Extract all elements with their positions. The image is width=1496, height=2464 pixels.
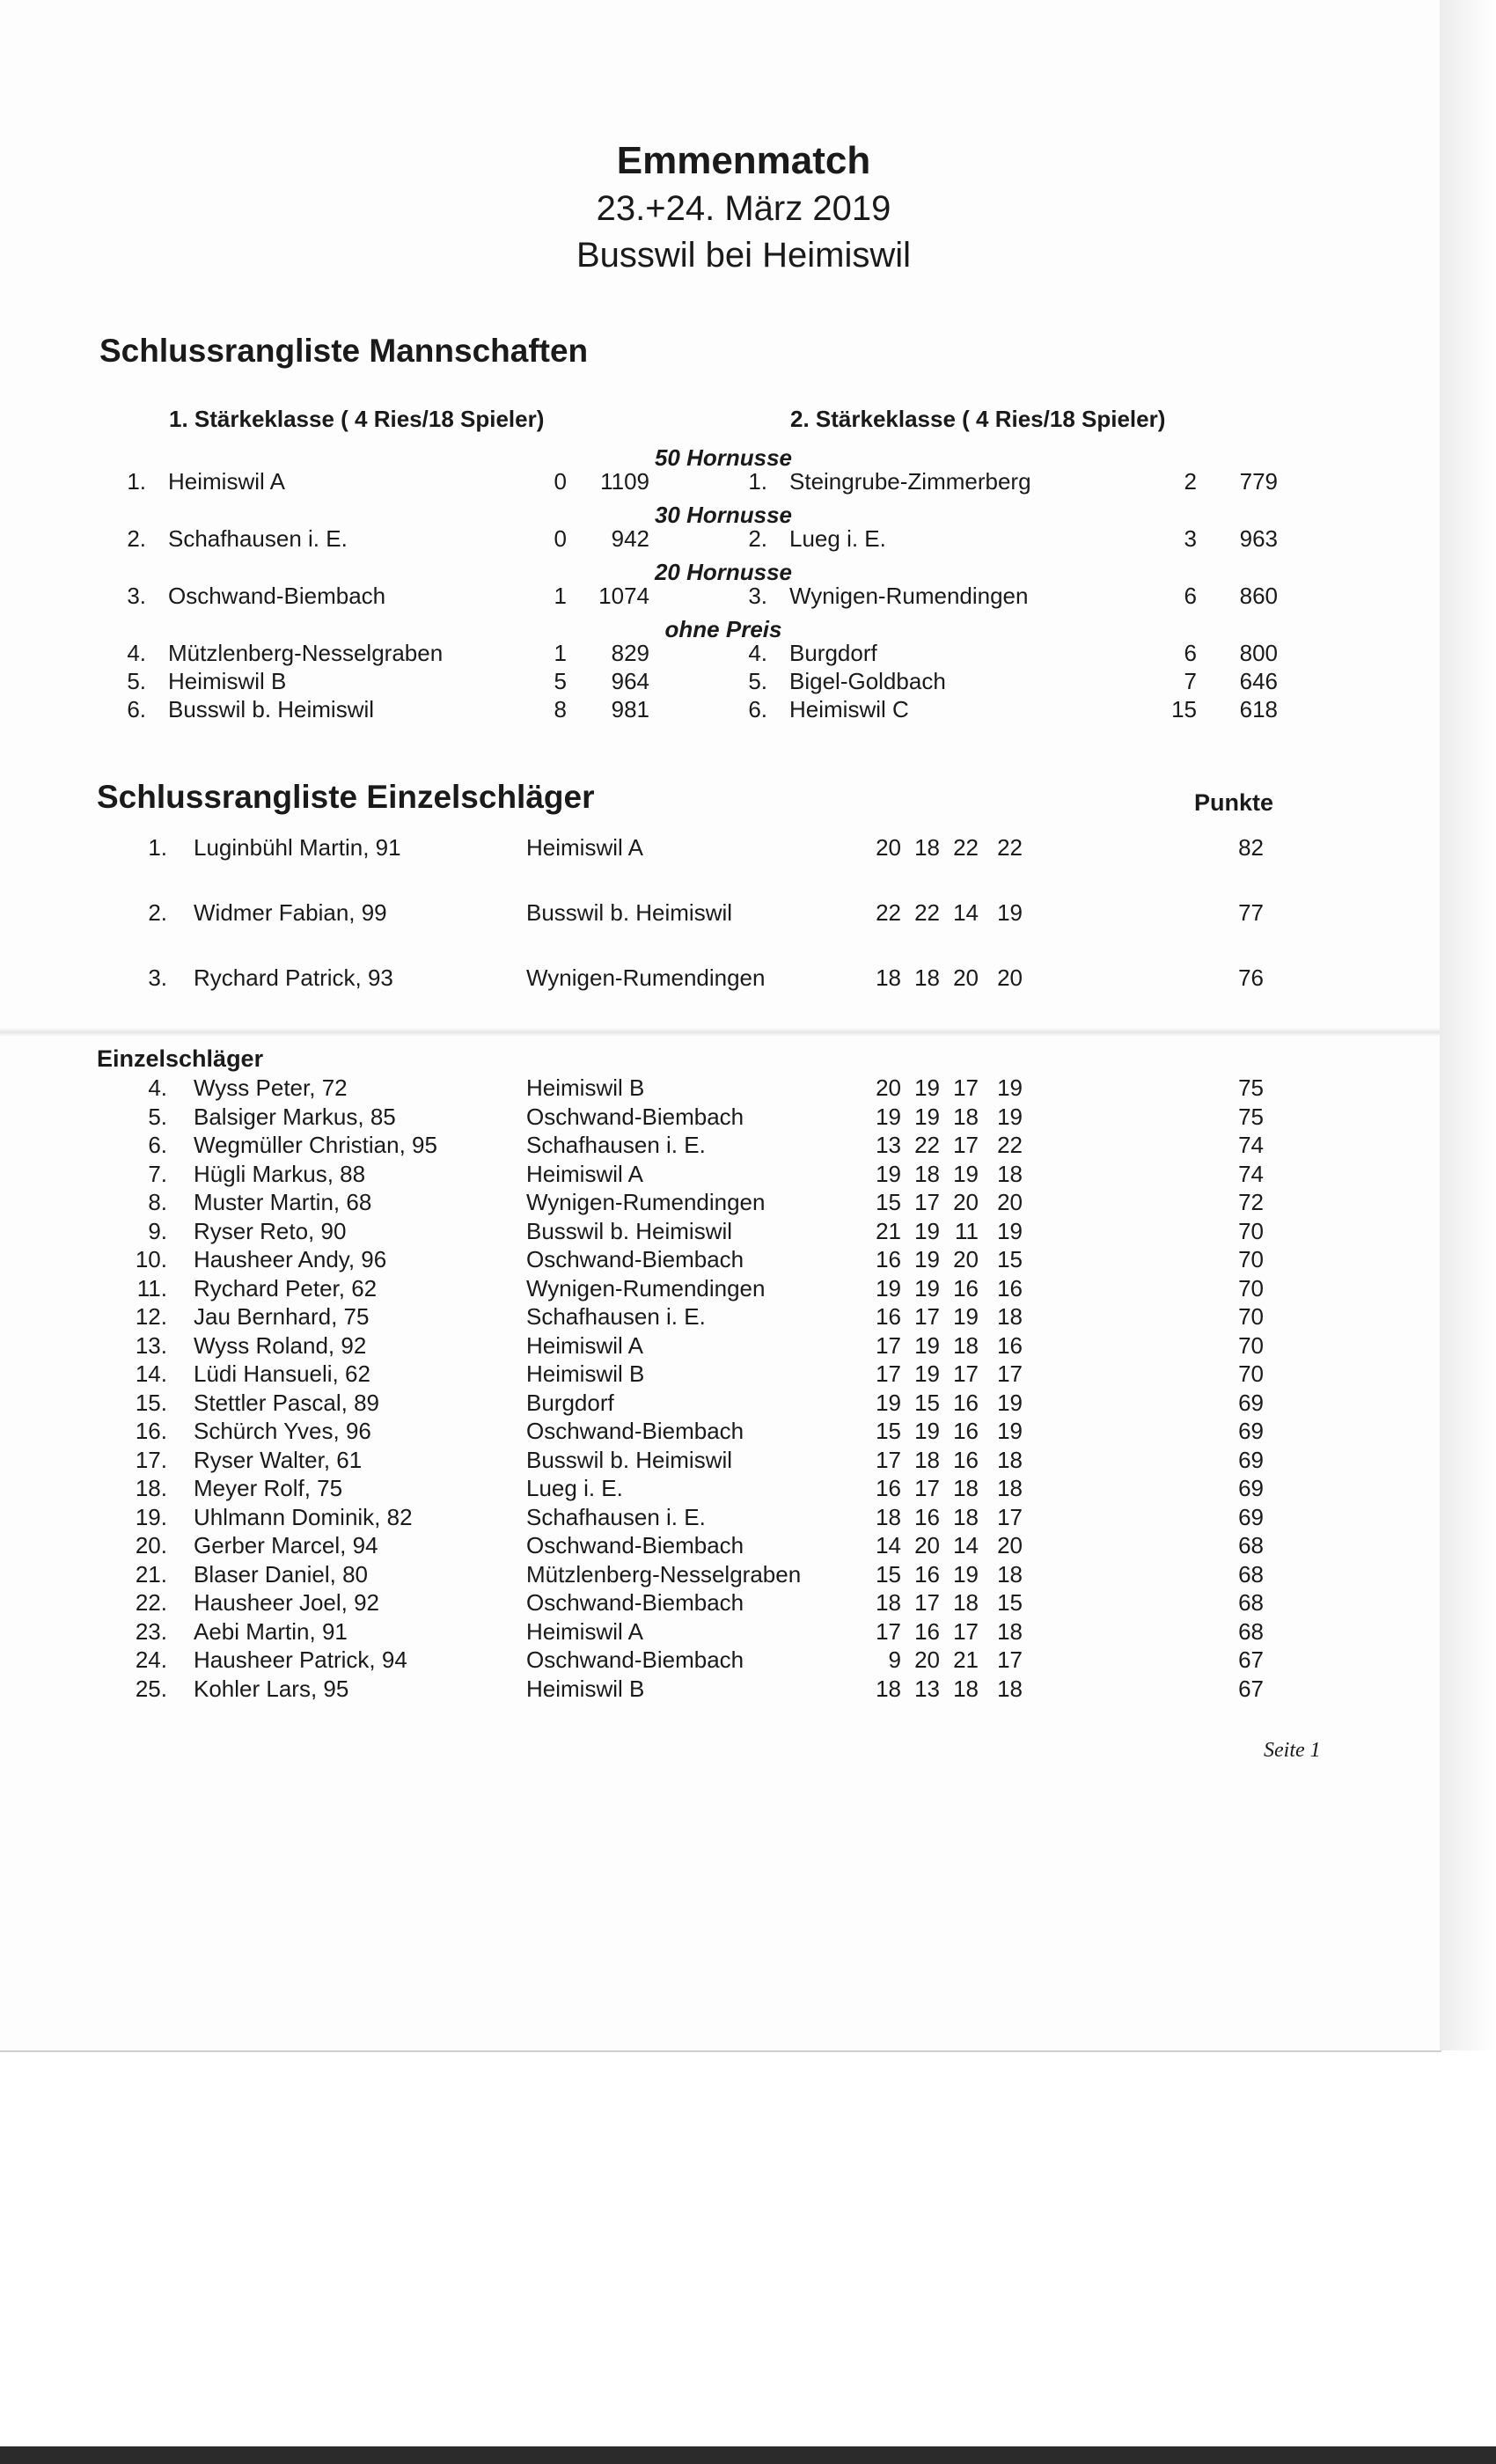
player-total: 70 — [1238, 1246, 1264, 1272]
player-team: Wynigen-Rumendingen — [526, 1274, 766, 1302]
player-total: 70 — [1238, 1217, 1264, 1244]
team-nr: 15 — [1171, 696, 1197, 722]
player-team: Heimiswil A — [526, 834, 643, 861]
player-team: Heimiswil B — [526, 1675, 645, 1702]
team-name: Schafhausen i. E. — [168, 525, 348, 552]
score-ries-1: 20 — [876, 834, 901, 861]
player-name: Luginbühl Martin, 91 — [194, 834, 401, 861]
score-ries-4: 19 — [997, 899, 1023, 926]
score-ries-3: 18 — [953, 1503, 979, 1530]
score-ries-4: 18 — [997, 1675, 1023, 1702]
points-column-header: Punkte — [1194, 789, 1274, 816]
score-ries-1: 15 — [876, 1189, 901, 1215]
player-name: Lüdi Hansueli, 62 — [194, 1360, 370, 1387]
score-ries-4: 15 — [997, 1589, 1023, 1616]
score-ries-2: 15 — [914, 1389, 940, 1416]
player-team: Oschwand-Biembach — [526, 1646, 744, 1673]
player-rank: 16. — [135, 1418, 167, 1444]
score-ries-1: 15 — [876, 1418, 901, 1444]
player-total: 72 — [1238, 1189, 1264, 1215]
player-total: 77 — [1238, 899, 1264, 926]
player-team: Heimiswil A — [526, 1331, 643, 1359]
score-ries-3: 20 — [953, 1189, 979, 1215]
player-rank: 19. — [135, 1503, 167, 1530]
prize-label: 30 Hornusse — [654, 502, 793, 528]
score-ries-4: 22 — [997, 834, 1023, 861]
individual-ranking-heading: Schlussrangliste Einzelschläger — [97, 779, 595, 815]
player-rank: 21. — [135, 1560, 167, 1588]
score-ries-2: 16 — [914, 1503, 940, 1530]
score-ries-1: 15 — [876, 1560, 901, 1588]
player-name: Hausheer Joel, 92 — [194, 1589, 380, 1616]
team-nr: 0 — [554, 525, 567, 552]
player-team: Oschwand-Biembach — [526, 1589, 744, 1616]
score-ries-4: 19 — [997, 1074, 1023, 1101]
team-nr: 6 — [1184, 583, 1197, 609]
score-ries-2: 22 — [914, 899, 940, 926]
team-name: Burgdorf — [789, 640, 877, 666]
team-points: 829 — [611, 640, 649, 666]
player-name: Rychard Patrick, 93 — [194, 964, 393, 991]
player-total: 75 — [1238, 1074, 1264, 1101]
player-team: Wynigen-Rumendingen — [526, 1189, 766, 1215]
score-ries-3: 21 — [953, 1646, 979, 1673]
team-rank: 2. — [127, 525, 146, 552]
team-points: 618 — [1239, 696, 1278, 722]
score-ries-1: 16 — [876, 1475, 901, 1501]
score-ries-4: 20 — [997, 964, 1023, 991]
score-ries-1: 19 — [876, 1274, 901, 1302]
individual-list-heading: Einzelschläger — [97, 1045, 264, 1072]
player-name: Hügli Markus, 88 — [194, 1160, 366, 1187]
player-total: 75 — [1238, 1103, 1264, 1130]
scan-border — [0, 2446, 1496, 2464]
team-name: Oschwand-Biembach — [168, 583, 386, 609]
score-ries-2: 20 — [914, 1532, 940, 1558]
team-rank: 4. — [127, 640, 146, 666]
player-team: Oschwand-Biembach — [526, 1532, 744, 1558]
team-rank: 3. — [127, 583, 146, 609]
team-rank: 6. — [748, 696, 767, 722]
player-total: 69 — [1238, 1475, 1264, 1501]
team-points: 800 — [1239, 640, 1278, 666]
player-name: Hausheer Patrick, 94 — [194, 1646, 407, 1673]
score-ries-3: 16 — [953, 1274, 979, 1302]
player-team: Schafhausen i. E. — [526, 1503, 706, 1530]
player-team: Schafhausen i. E. — [526, 1132, 706, 1158]
team-nr: 7 — [1184, 668, 1197, 694]
player-name: Muster Martin, 68 — [194, 1189, 372, 1215]
score-ries-1: 18 — [876, 964, 901, 991]
prize-label: ohne Preis — [664, 616, 782, 642]
player-total: 69 — [1238, 1418, 1264, 1444]
team-name: Mützlenberg-Nesselgraben — [168, 640, 444, 666]
player-name: Hausheer Andy, 96 — [194, 1246, 387, 1272]
player-total: 69 — [1238, 1503, 1264, 1530]
player-total: 69 — [1238, 1446, 1264, 1473]
player-total: 74 — [1238, 1160, 1264, 1187]
team-nr: 3 — [1184, 525, 1197, 552]
score-ries-4: 18 — [997, 1446, 1023, 1473]
score-ries-2: 19 — [914, 1074, 940, 1101]
team-nr: 8 — [554, 696, 567, 722]
score-ries-3: 14 — [953, 1532, 979, 1558]
team-points: 964 — [611, 668, 649, 694]
team-points: 1109 — [600, 468, 649, 495]
score-ries-4: 16 — [997, 1331, 1023, 1359]
score-ries-2: 19 — [914, 1418, 940, 1444]
player-total: 74 — [1238, 1132, 1264, 1158]
score-ries-3: 14 — [953, 899, 979, 926]
player-rank: 24. — [135, 1646, 167, 1673]
team-name: Bigel-Goldbach — [789, 668, 946, 694]
player-total: 69 — [1238, 1389, 1264, 1416]
player-team: Oschwand-Biembach — [526, 1103, 744, 1130]
player-team: Heimiswil A — [526, 1617, 643, 1645]
team-rank: 6. — [127, 696, 146, 722]
player-name: Aebi Martin, 91 — [194, 1617, 348, 1645]
player-team: Heimiswil B — [526, 1360, 645, 1387]
team-points: 646 — [1239, 668, 1278, 694]
player-total: 67 — [1238, 1646, 1264, 1673]
score-ries-3: 17 — [953, 1074, 979, 1101]
score-ries-1: 17 — [876, 1331, 901, 1359]
score-ries-1: 22 — [876, 899, 901, 926]
player-team: Lueg i. E. — [526, 1475, 623, 1501]
team-rank: 1. — [127, 468, 146, 495]
score-ries-3: 17 — [953, 1360, 979, 1387]
player-team: Wynigen-Rumendingen — [526, 964, 766, 991]
player-total: 67 — [1238, 1675, 1264, 1702]
player-rank: 25. — [135, 1675, 167, 1702]
score-ries-2: 13 — [914, 1675, 940, 1702]
team-points: 779 — [1239, 468, 1278, 495]
team-rank: 5. — [127, 668, 146, 694]
team-nr: 1 — [554, 583, 567, 609]
score-ries-2: 20 — [914, 1646, 940, 1673]
player-rank: 10. — [135, 1246, 167, 1272]
score-ries-3: 20 — [953, 1246, 979, 1272]
team-points: 1074 — [598, 583, 649, 609]
team-name: Lueg i. E. — [789, 525, 886, 552]
player-team: Oschwand-Biembach — [526, 1246, 744, 1272]
score-ries-1: 17 — [876, 1360, 901, 1387]
player-total: 70 — [1238, 1303, 1264, 1330]
player-team: Busswil b. Heimiswil — [526, 899, 733, 926]
score-ries-4: 17 — [997, 1503, 1023, 1530]
team-name: Steingrube-Zimmerberg — [789, 468, 1031, 495]
player-team: Mützlenberg-Nesselgraben — [526, 1560, 802, 1588]
score-ries-4: 18 — [997, 1475, 1023, 1501]
player-name: Stettler Pascal, 89 — [194, 1389, 379, 1416]
player-rank: 14. — [135, 1360, 167, 1387]
player-total: 70 — [1238, 1331, 1264, 1359]
score-ries-1: 9 — [888, 1646, 901, 1673]
score-ries-2: 17 — [914, 1589, 940, 1616]
player-name: Wyss Roland, 92 — [194, 1331, 367, 1359]
score-ries-2: 17 — [914, 1303, 940, 1330]
score-ries-3: 11 — [955, 1217, 979, 1244]
player-rank: 18. — [135, 1475, 167, 1501]
team-nr: 6 — [1184, 640, 1197, 666]
score-ries-1: 16 — [876, 1246, 901, 1272]
score-ries-2: 22 — [914, 1132, 940, 1158]
score-ries-4: 18 — [997, 1160, 1023, 1187]
player-name: Ryser Walter, 61 — [194, 1446, 363, 1473]
player-rank: 4. — [148, 1074, 167, 1101]
score-ries-1: 18 — [876, 1589, 901, 1616]
player-rank: 15. — [135, 1389, 167, 1416]
player-rank: 5. — [148, 1103, 167, 1130]
player-total: 68 — [1238, 1560, 1264, 1588]
score-ries-2: 19 — [914, 1246, 940, 1272]
player-name: Meyer Rolf, 75 — [194, 1475, 343, 1501]
team-name: Heimiswil A — [168, 468, 285, 495]
score-ries-3: 18 — [953, 1475, 979, 1501]
score-ries-1: 13 — [876, 1132, 901, 1158]
player-name: Widmer Fabian, 99 — [194, 899, 387, 926]
score-ries-4: 18 — [997, 1617, 1023, 1645]
team-name: Wynigen-Rumendingen — [789, 583, 1029, 609]
event-date: 23.+24. März 2019 — [596, 189, 891, 228]
team-rank: 3. — [748, 583, 767, 609]
score-ries-4: 19 — [997, 1217, 1023, 1244]
score-ries-3: 18 — [953, 1103, 979, 1130]
player-team: Schafhausen i. E. — [526, 1303, 706, 1330]
score-ries-2: 17 — [914, 1475, 940, 1501]
player-team: Oschwand-Biembach — [526, 1418, 744, 1444]
team-ranking-heading: Schlussrangliste Mannschaften — [99, 333, 589, 369]
player-rank: 11. — [136, 1274, 167, 1302]
team-rank: 4. — [748, 640, 767, 666]
team-rank: 5. — [748, 668, 767, 694]
score-ries-1: 14 — [876, 1532, 901, 1558]
score-ries-4: 17 — [997, 1646, 1023, 1673]
player-total: 68 — [1238, 1532, 1264, 1558]
player-name: Wegmüller Christian, 95 — [194, 1132, 437, 1158]
player-name: Wyss Peter, 72 — [194, 1074, 348, 1101]
player-total: 68 — [1238, 1589, 1264, 1616]
player-total: 70 — [1238, 1274, 1264, 1302]
player-rank: 1. — [148, 834, 167, 861]
score-ries-4: 15 — [997, 1246, 1023, 1272]
score-ries-3: 19 — [953, 1560, 979, 1588]
player-rank: 9. — [148, 1217, 167, 1244]
player-rank: 6. — [148, 1132, 167, 1158]
score-ries-3: 20 — [953, 964, 979, 991]
player-name: Uhlmann Dominik, 82 — [194, 1503, 413, 1530]
player-name: Schürch Yves, 96 — [194, 1418, 371, 1444]
score-ries-1: 20 — [876, 1074, 901, 1101]
player-name: Jau Bernhard, 75 — [194, 1303, 370, 1330]
team-rank: 1. — [748, 468, 767, 495]
score-ries-3: 22 — [953, 834, 979, 861]
event-location: Busswil bei Heimiswil — [576, 236, 912, 275]
score-ries-4: 19 — [997, 1389, 1023, 1416]
paper-fold — [0, 1028, 1440, 1037]
player-rank: 20. — [135, 1532, 167, 1558]
team-rank: 2. — [748, 525, 767, 552]
score-ries-3: 19 — [953, 1160, 979, 1187]
team-points: 981 — [611, 696, 649, 722]
score-ries-2: 19 — [914, 1217, 940, 1244]
score-ries-3: 18 — [953, 1331, 979, 1359]
page-number: Seite 1 — [1264, 1739, 1321, 1762]
player-name: Blaser Daniel, 80 — [194, 1560, 368, 1588]
class2-header: 2. Stärkeklasse ( 4 Ries/18 Spieler) — [790, 406, 1166, 432]
score-ries-1: 19 — [876, 1389, 901, 1416]
score-ries-2: 19 — [914, 1360, 940, 1387]
player-total: 82 — [1238, 834, 1264, 861]
score-ries-3: 19 — [953, 1303, 979, 1330]
score-ries-2: 16 — [914, 1560, 940, 1588]
player-team: Heimiswil A — [526, 1160, 643, 1187]
prize-label: 50 Hornusse — [654, 444, 793, 471]
score-ries-2: 19 — [914, 1331, 940, 1359]
score-ries-4: 22 — [997, 1132, 1023, 1158]
team-name: Heimiswil C — [789, 696, 909, 722]
score-ries-1: 17 — [876, 1617, 901, 1645]
team-points: 942 — [611, 525, 649, 552]
player-rank: 3. — [148, 964, 167, 991]
player-total: 68 — [1238, 1617, 1264, 1645]
score-ries-3: 16 — [953, 1389, 979, 1416]
player-total: 70 — [1238, 1360, 1264, 1387]
score-ries-2: 18 — [914, 1446, 940, 1473]
score-ries-4: 20 — [997, 1532, 1023, 1558]
score-ries-1: 18 — [876, 1503, 901, 1530]
class1-header: 1. Stärkeklasse ( 4 Ries/18 Spieler) — [169, 406, 545, 432]
prize-label: 20 Hornusse — [654, 559, 793, 585]
team-nr: 1 — [554, 640, 567, 666]
score-ries-1: 21 — [876, 1217, 901, 1244]
player-team: Heimiswil B — [526, 1074, 645, 1101]
player-rank: 17. — [135, 1446, 167, 1473]
score-ries-2: 18 — [914, 1160, 940, 1187]
score-ries-4: 20 — [997, 1189, 1023, 1215]
score-ries-1: 18 — [876, 1675, 901, 1702]
team-points: 860 — [1239, 583, 1278, 609]
score-ries-3: 16 — [953, 1418, 979, 1444]
player-rank: 22. — [135, 1589, 167, 1616]
player-rank: 13. — [135, 1331, 167, 1359]
score-ries-2: 16 — [914, 1617, 940, 1645]
player-team: Busswil b. Heimiswil — [526, 1217, 733, 1244]
score-ries-2: 17 — [914, 1189, 940, 1215]
score-ries-2: 18 — [914, 964, 940, 991]
team-points: 963 — [1239, 525, 1278, 552]
score-ries-3: 16 — [953, 1446, 979, 1473]
score-ries-4: 16 — [997, 1274, 1023, 1302]
score-ries-3: 17 — [953, 1617, 979, 1645]
score-ries-3: 18 — [953, 1589, 979, 1616]
score-ries-2: 19 — [914, 1274, 940, 1302]
score-ries-2: 19 — [914, 1103, 940, 1130]
scan-edge — [1440, 0, 1496, 2050]
score-ries-1: 16 — [876, 1303, 901, 1330]
team-nr: 5 — [554, 668, 567, 694]
player-rank: 23. — [135, 1617, 167, 1645]
score-ries-2: 18 — [914, 834, 940, 861]
score-ries-1: 19 — [876, 1160, 901, 1187]
player-team: Burgdorf — [526, 1389, 614, 1416]
player-team: Busswil b. Heimiswil — [526, 1446, 733, 1473]
team-name: Busswil b. Heimiswil — [168, 696, 375, 722]
team-nr: 0 — [554, 468, 567, 495]
score-ries-1: 17 — [876, 1446, 901, 1473]
score-ries-4: 18 — [997, 1303, 1023, 1330]
player-rank: 8. — [148, 1189, 167, 1215]
score-ries-4: 18 — [997, 1560, 1023, 1588]
player-name: Rychard Peter, 62 — [194, 1274, 378, 1302]
player-name: Balsiger Markus, 85 — [194, 1103, 396, 1130]
score-ries-4: 19 — [997, 1418, 1023, 1444]
player-rank: 12. — [135, 1303, 167, 1330]
document-title: Emmenmatch — [616, 139, 871, 182]
team-nr: 2 — [1184, 468, 1197, 495]
player-rank: 7. — [148, 1160, 167, 1187]
player-name: Ryser Reto, 90 — [194, 1217, 347, 1244]
team-name: Heimiswil B — [168, 668, 287, 694]
score-ries-3: 17 — [953, 1132, 979, 1158]
score-ries-4: 17 — [997, 1360, 1023, 1387]
player-name: Gerber Marcel, 94 — [194, 1532, 378, 1558]
score-ries-3: 18 — [953, 1675, 979, 1702]
score-ries-4: 19 — [997, 1103, 1023, 1130]
score-ries-1: 19 — [876, 1103, 901, 1130]
player-rank: 2. — [148, 899, 167, 926]
player-total: 76 — [1238, 964, 1264, 991]
player-name: Kohler Lars, 95 — [194, 1675, 349, 1702]
